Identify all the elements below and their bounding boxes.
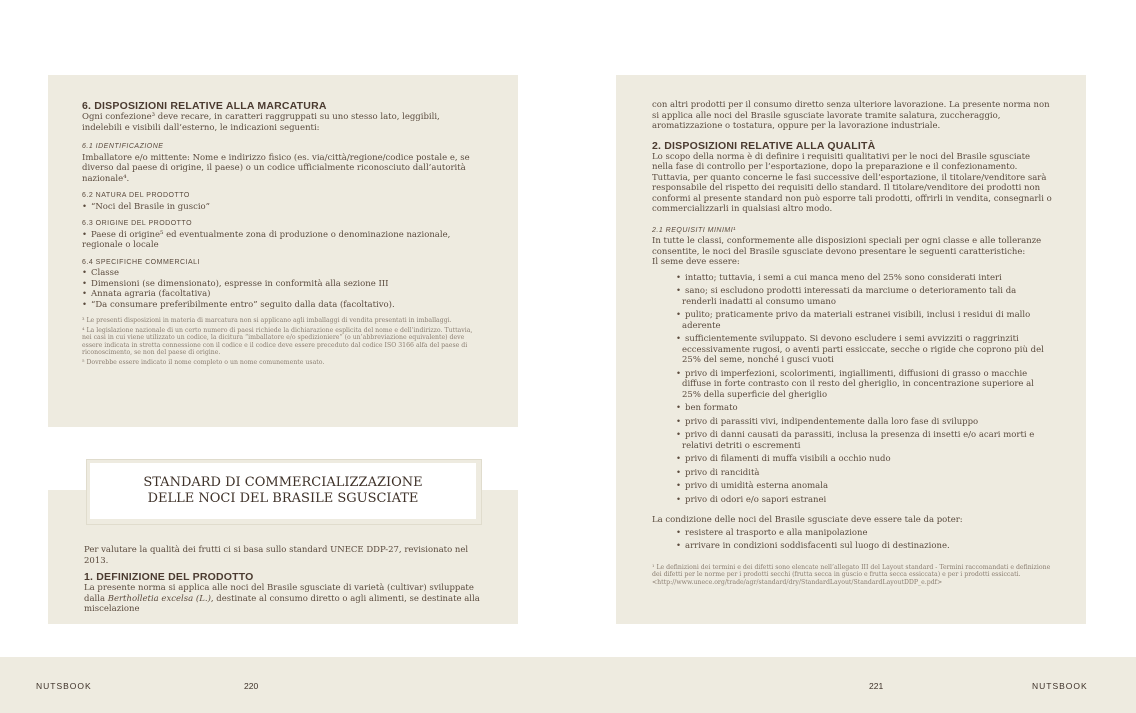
standard-title-line-2: DELLE NOCI DEL BRASILE SGUSCIATE [147, 491, 419, 506]
footer-bar [0, 657, 1136, 713]
list-item: • “Da consumare preferibilmente entro” seguito dalla data (facoltativo). [82, 300, 482, 311]
species-name: Bertholletia excelsa (L.) [107, 593, 211, 604]
list-item: • sufficientemente sviluppato. Si devono escludere i semi avvizziti o raggrinziti eccessivamente rugosi, o aventi parti essiccate, secche o rigide che coprono più del 25% del seme, nonché i gusci vuoti [676, 334, 1052, 366]
footer-brand-left: NUTSBOOK [36, 681, 92, 691]
list-item: • sano; si escludono prodotti interessati da marciume o deterioramento tali da renderli inadatti al consumo umano [676, 286, 1052, 307]
page-number-left: 220 [244, 681, 259, 691]
list-item: • Paese di origine⁵ ed eventualmente zona di produzione o denominazione nazionale, regionale o locale [82, 230, 482, 251]
section-6-1-title: 6.1 IDENTIFICAZIONE [82, 143, 164, 150]
section-6-3-list [82, 230, 482, 251]
section-6-4-title: 6.4 SPECIFICHE COMMERCIALI [82, 258, 201, 266]
section-1-text-a: La presente norma si applica alle noci del Brasile sgusciate di varietà (cultivar) sviluppate dalla [84, 583, 474, 604]
list-item: • intatto; tuttavia, i semi a cui manca meno del 25% sono considerati interi [676, 273, 1052, 284]
footnote-4: ⁴ La legislazione nazionale di un certo numero di paesi richiede la dichiarazione esplicita del nome e dell’indirizzo. Tuttavia, nei casi in cui viene utilizzato un codice, la dicitura “imballatore e/o spedizioniere” (o un’abbreviazione equivalente) deve essere indicata in stretta connessione con il codice e il codice deve essere preceduto dal codice ISO 3166 alfa del paese di riconoscimento, se non del paese di origine. [82, 326, 473, 357]
section-1-title: 1. DEFINIZIONE DEL PRODOTTO [84, 571, 254, 583]
condition-text: La condizione delle noci del Brasile sgusciate deve essere tale da poter: [652, 515, 963, 525]
footnote-5: ⁵ Dovrebbe essere indicato il nome completo o un nome comunemente usato. [82, 358, 325, 366]
product-definition [84, 545, 484, 615]
list-item: • pulito; praticamente privo da materiali estranei visibili, inclusi i residui di mallo aderente [676, 310, 1052, 331]
section-6-4-list [82, 268, 482, 310]
list-item: • privo di odori e/o sapori estranei [676, 495, 1052, 506]
continued-text: con altri prodotti per il consumo diretto senza ulteriore lavorazione. La presente norma non si applica alle noci del Brasile sgusciate lavorate tramite salatura, zuccheraggio, aromatizzazione o tostatura, oppure per la lavorazione industriale. [652, 100, 1050, 131]
section-6-3-title: 6.3 ORIGINE DEL PRODOTTO [82, 220, 193, 227]
list-item: • privo di rancidità [676, 468, 1052, 479]
section-6-2-title: 6.2 NATURA DEL PRODOTTO [82, 192, 190, 199]
standard-title-line-1: STANDARD DI COMMERCIALIZZAZIONE [143, 475, 423, 490]
list-item: • “Noci del Brasile in guscio” [82, 202, 482, 213]
section-6-title: 6. DISPOSIZIONI RELATIVE ALLA MARCATURA [82, 100, 327, 112]
list-item: • privo di imperfezioni, scolorimenti, ingiallimenti, diffusioni di grasso o macchie diffuse in forte contrasto con il resto del gheriglio, in concentrazione superiore al 25% della superficie del gheriglio [676, 369, 1052, 401]
requirements-list [652, 273, 1052, 506]
section-6-1-text: Imballatore e/o mittente: Nome e indirizzo fisico (es. via/città/regione/codice postale e, se diverso dal paese di origine, il paese) o un codice ufficialmente riconosciuto dall’autorità nazionale⁴. [82, 152, 470, 184]
list-item: • privo di umidità esterna anomala [676, 481, 1052, 492]
list-item: • Annata agraria (facoltativa) [82, 289, 482, 300]
page-number-right: 221 [869, 681, 884, 691]
standard-title [90, 463, 476, 519]
section-1-text-b: , destinate al consumo diretto o agli alimenti, se destinate alla miscelazione [84, 593, 480, 614]
marking-section [82, 100, 482, 367]
footer-brand-right: NUTSBOOK [1032, 681, 1088, 691]
section-2-text: Lo scopo della norma è di definire i requisiti qualitativi per le noci del Brasile sgusciate nella fase di controllo per l’esportazione, dopo la preparazione e il confezionamento. Tuttavia, per quanto concerne le fasi successive dell’esportazione, il titolare/venditore sarà responsabile del rispetto dei requisiti dello standard. Il titolare/venditore dei prodotti non conformi al presente standard non può esporre tali prodotti, offrirli in vendita, consegnarli o commercializzarli in qualsiasi altro modo. [652, 151, 1052, 214]
condition-list [652, 528, 1052, 552]
list-item: • privo di danni causati da parassiti, inclusa la presenza di insetti e/o acari morti e relativi detriti o escrementi [676, 430, 1052, 451]
section-6-2-list [82, 202, 482, 213]
list-item: • Dimensioni (se dimensionato), espresse in conformità alla sezione III [82, 279, 482, 290]
section-1-text [84, 583, 484, 615]
quality-section [652, 100, 1052, 586]
section-2-1-title: 2.1 REQUISITI MINIMI¹ [652, 226, 737, 234]
list-item: • Classe [82, 268, 482, 279]
list-item: • privo di parassiti vivi, indipendentemente dalla loro fase di sviluppo [676, 417, 1052, 428]
list-item: • resistere al trasporto e alla manipolazione [676, 528, 1052, 539]
section-2-1-intro-2: Il seme deve essere: [652, 257, 740, 267]
intro-text: Per valutare la qualità dei frutti ci si basa sullo standard UNECE DDP-27, revisionato nel 2013. [84, 545, 469, 566]
list-item: • privo di filamenti di muffa visibili a occhio nudo [676, 454, 1052, 465]
footnote-3: ³ Le presenti disposizioni in materia di marcatura non si applicano agli imballaggi di vendita presentati in imballaggi. [82, 317, 452, 324]
footnote-1: ¹ Le definizioni dei termini e dei difetti sono elencate nell’allegato III del Layout standard - Termini raccomandati e definizione dei difetti per le norme per i prodotti secchi (frutta secca in guscio e frutta secca essiccata) e per i prodotti essiccati. <http://www.unece.org/trade/agr/standard/dry/StandardLayout/StandardLayoutDDP_e.pdf> [652, 563, 1051, 586]
section-2-1-intro: In tutte le classi, conformemente alle disposizioni speciali per ogni classe e alle tolleranze consentite, le noci del Brasile sgusciate devono presentare le seguenti caratteristiche: [652, 236, 1042, 257]
section-2-title: 2. DISPOSIZIONI RELATIVE ALLA QUALITÀ [652, 139, 876, 152]
list-item: • arrivare in condizioni soddisfacenti sul luogo di destinazione. [676, 541, 1052, 552]
list-item: • ben formato [676, 403, 1052, 414]
section-6-intro: Ogni confezione³ deve recare, in caratteri raggruppati su uno stesso lato, leggibili, indelebili e visibili dall’esterno, le indicazioni seguenti: [82, 112, 440, 133]
